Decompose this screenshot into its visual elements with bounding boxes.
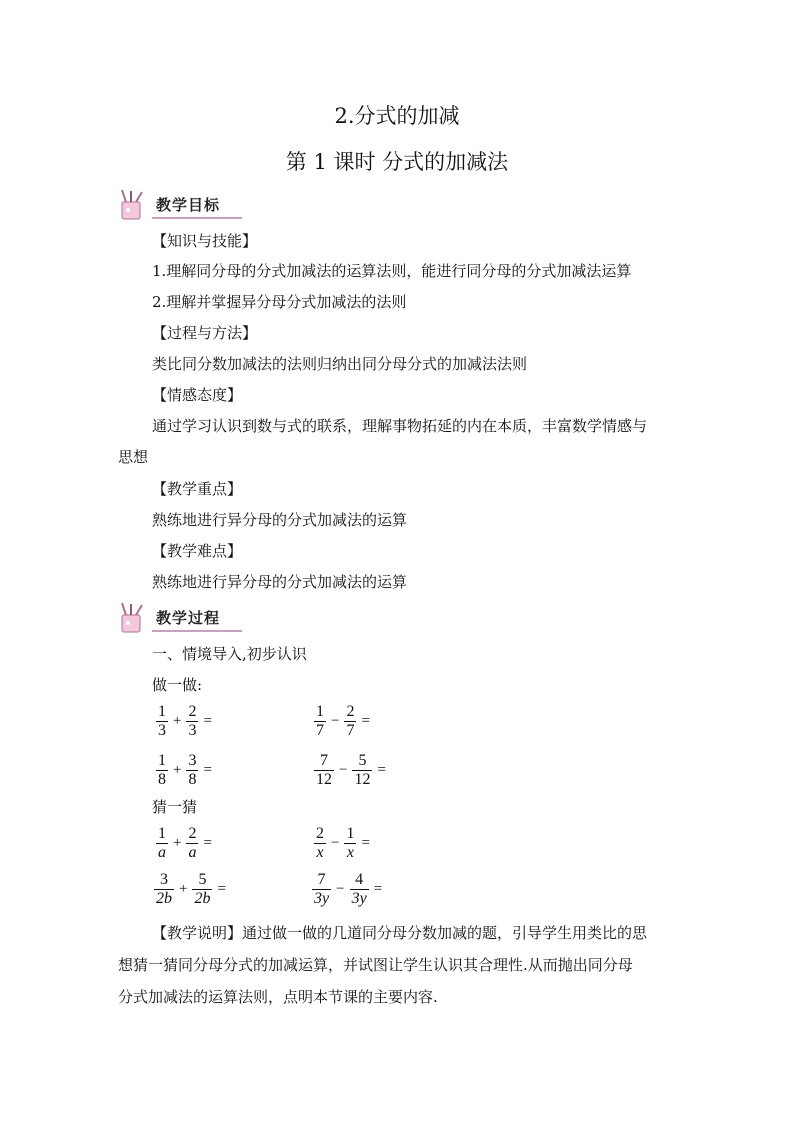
pencil-cup-icon xyxy=(116,188,150,222)
document-title: 2.分式的加减 xyxy=(334,104,460,128)
key-point-heading: 【教学重点】 xyxy=(152,480,243,498)
difficulty-heading: 【教学难点】 xyxy=(152,542,243,560)
emotion-heading: 【情感态度】 xyxy=(152,386,243,404)
lesson-title: 第 1 课时 分式的加减法 xyxy=(285,150,509,174)
exercise-7: $\frac{3}{2b}$ + $\frac{5}{2b}$ = xyxy=(156,871,226,907)
section-label: 教学过程 xyxy=(156,609,221,627)
do-label: 做一做: xyxy=(152,676,203,694)
teaching-note-line-1: 【教学说明】通过做一做的几道同分母分数加减的题，引导学生用类比的思 xyxy=(152,924,648,942)
teaching-note-line-3: 分式加减法的运算法则，点明本节课的主要内容. xyxy=(118,988,438,1006)
section-banner-objectives xyxy=(116,188,246,224)
teaching-note-line-2: 想猜一猜同分母分式的加减运算，并试图让学生认识其合理性.从而抛出同分母 xyxy=(118,956,633,974)
pencil-cup-icon xyxy=(116,601,150,635)
difficulty-item: 熟练地进行异分母的分式加减法的运算 xyxy=(152,573,408,591)
section-label: 教学目标 xyxy=(156,196,221,214)
knowledge-heading: 【知识与技能】 xyxy=(152,232,258,250)
key-point-item: 熟练地进行异分母的分式加减法的运算 xyxy=(152,511,408,529)
exercise-5: $\frac{1}{a}$ + $\frac{2}{a}$ = xyxy=(158,825,212,861)
exercise-4: $\frac{7}{12}$ − $\frac{5}{12}$ = xyxy=(316,752,386,788)
exercise-3: $\frac{1}{8}$ + $\frac{3}{8}$ = xyxy=(158,752,212,788)
emotion-item-line-2: 思想 xyxy=(118,448,149,466)
method-heading: 【过程与方法】 xyxy=(152,324,258,342)
exercise-6: $\frac{2}{x}$ − $\frac{1}{x}$ = xyxy=(316,825,370,861)
knowledge-item-1: 1.理解同分母的分式加减法的运算法则，能进行同分母的分式加减法运算 xyxy=(152,262,632,280)
exercise-2: $\frac{1}{7}$ − $\frac{2}{7}$ = xyxy=(316,703,370,739)
exercise-1: $\frac{1}{3}$ + $\frac{2}{3}$ = xyxy=(158,703,212,739)
guess-label: 猜一猜 xyxy=(152,798,198,816)
method-item-1: 类比同分数加减法的法则归纳出同分母分式的加减法法则 xyxy=(152,355,528,373)
exercise-8: $\frac{7}{3y}$ − $\frac{4}{3y}$ = xyxy=(314,871,383,907)
knowledge-item-2: 2.理解并掌握异分母分式加减法的法则 xyxy=(152,293,407,311)
step-1-heading: 一、情境导入,初步认识 xyxy=(152,645,307,663)
emotion-item-line-1: 通过学习认识到数与式的联系，理解事物拓延的内在本质，丰富数学情感与 xyxy=(152,417,648,435)
section-banner-process xyxy=(116,601,246,637)
section-underline xyxy=(152,630,242,632)
section-underline xyxy=(152,217,242,219)
